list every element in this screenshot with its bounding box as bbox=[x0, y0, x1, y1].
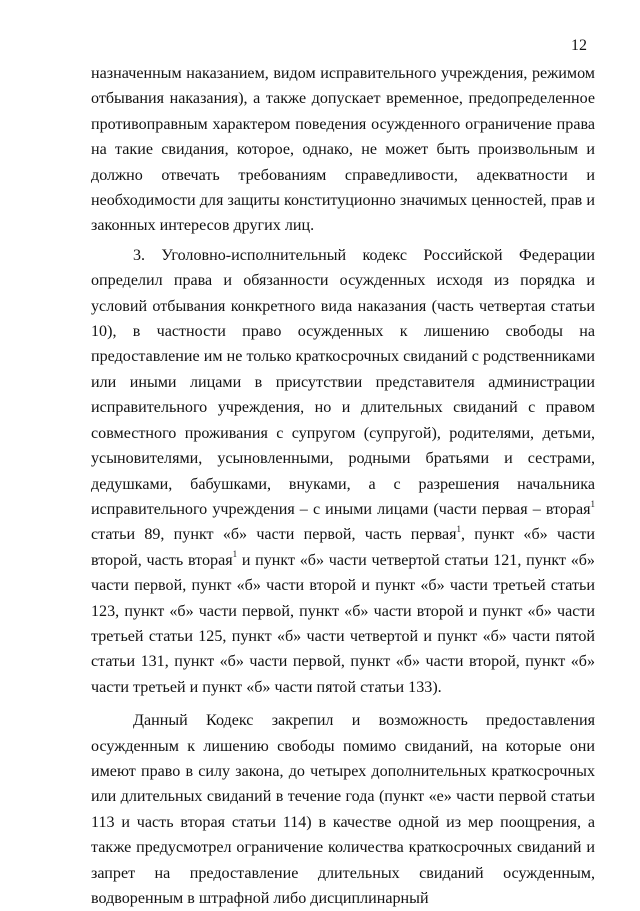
text-run: назначенным наказанием, видом исправительного учреждения, режимом отбывания наказания), а также допускает временное, предопределенное противоправным характером поведения осужденного ограничение права на такие свидания, которое, однако, не может быть произвольным и должно отвечать требованиям справедливости, адекватности и необходимости для защиты конституционно значимых ценностей, прав и законных интересов других лиц. bbox=[91, 65, 595, 235]
paragraph-continuation bbox=[91, 61, 595, 239]
text-run: 3. Уголовно-исполнительный кодекс Российской Федерации определил права и обязанности осужденных исходя из порядка и условий отбывания конкретного вида наказания (часть четвертая статьи 10), в частности право осужденных к лишению свободы на предоставление им не только краткосрочных свиданий с родственниками или иными лицами в присутствии представителя администрации исправительного учреждения, но и длительных свиданий с правом совместного проживания с супругом (супругой), родителями, детьми, усыновителями, усыновленными, родными братьями и сестрами, дедушками, бабушками, внуками, а с разрешения начальника исправительного учреждения – с иными лицами (части первая – вторая bbox=[91, 246, 595, 518]
superscript: 1 bbox=[456, 523, 462, 534]
text-run: статьи 89, пункт «б» части первой, часть первая bbox=[91, 526, 457, 544]
paragraph-item-3 bbox=[91, 243, 595, 700]
document-body bbox=[91, 61, 595, 911]
paragraph-code-provisions bbox=[91, 708, 595, 911]
superscript: 1 bbox=[590, 498, 595, 509]
text-run: , пункт «б» части второй, часть вторая bbox=[91, 526, 595, 569]
superscript: 1 bbox=[232, 549, 238, 560]
page-number: 12 bbox=[571, 37, 587, 54]
text-run: Данный Кодекс закрепил и возможность предоставления осужденным к лишению свободы помимо свиданий, на которые они имеют право в силу закона, до четырех дополнительных краткосрочных или длительных свиданий в течение года (пункт «е» части первой статьи 113 и часть вторая статьи 114) в качестве одной из мер поощрения, а также предусмотрел ограничение количества краткосрочных свиданий и запрет на предоставление длительных свиданий осужденным, водворенным в штрафной либо дисциплинарный bbox=[91, 712, 595, 907]
text-run: и пункт «б» части четвертой статьи 121, пункт «б» части первой, пункт «б» части второй и пункт «б» части третьей статьи 123, пункт «б» части первой, пункт «б» части второй и пункт «б» части третьей статьи 125, пункт «б» части четвертой и пункт «б» части пятой статьи 131, пункт «б» части первой, пункт «б» части второй, пункт «б» части третьей и пункт «б» части пятой статьи 133). bbox=[91, 551, 595, 696]
